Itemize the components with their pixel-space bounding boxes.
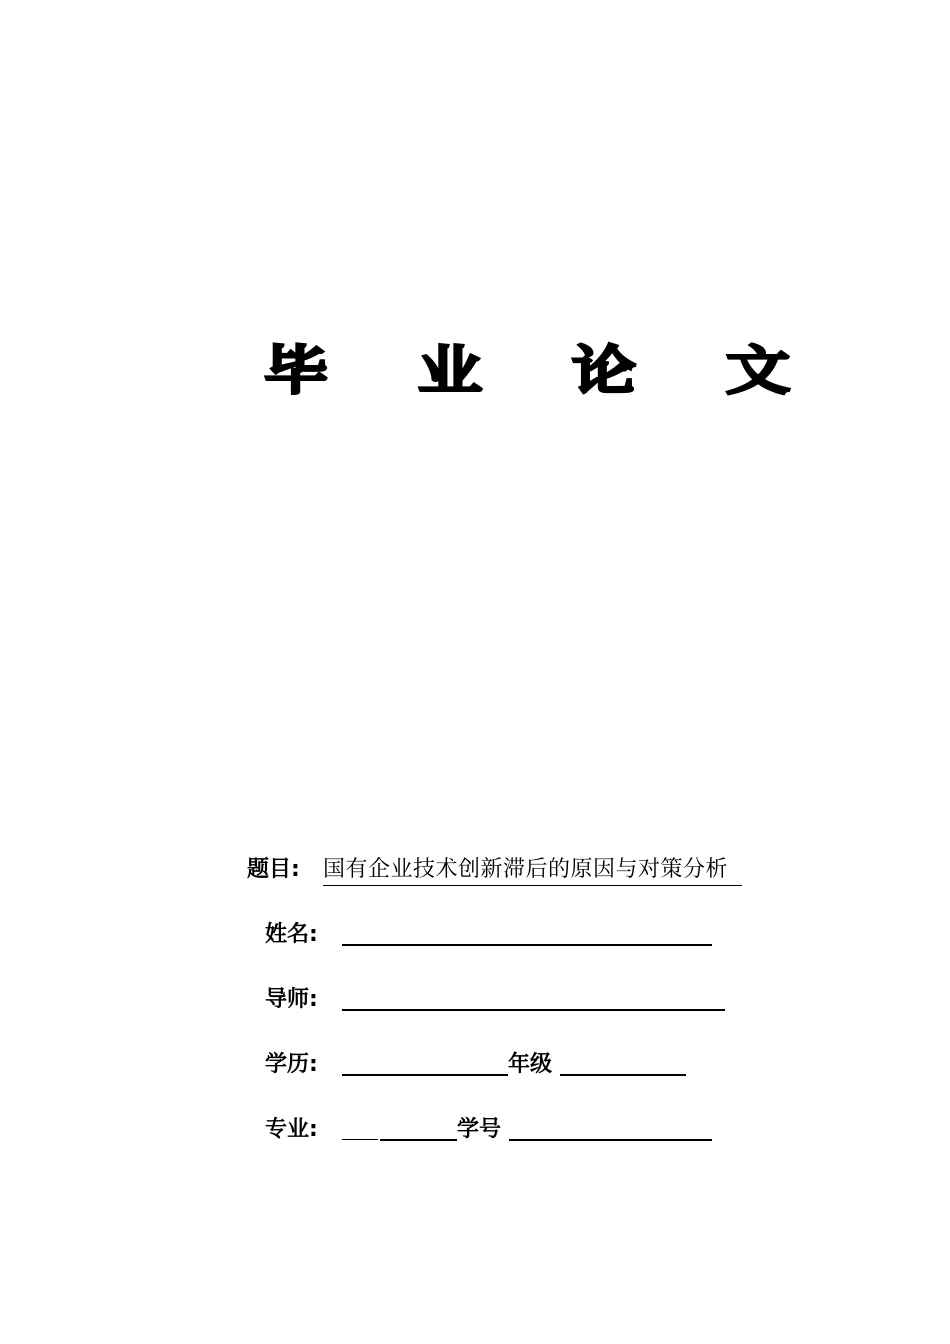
major-blank-line: [380, 1139, 457, 1141]
name-label: 姓名:: [265, 922, 318, 947]
title-char-4: 文: [726, 340, 790, 402]
grade-blank-line: [560, 1074, 686, 1076]
major-label: 专业:: [265, 1117, 318, 1142]
title-char-1: 毕: [264, 340, 328, 402]
topic-value: 国有企业技术创新滞后的原因与对策分析: [323, 855, 742, 886]
advisor-field: [265, 985, 735, 1017]
title-char-2: 业: [418, 340, 482, 402]
title-char-3: 论: [572, 340, 636, 402]
grade-label: 年级: [508, 1052, 553, 1077]
topic-field: [247, 855, 807, 887]
major-blank-line-thin: [342, 1139, 378, 1140]
topic-label: 题目:: [247, 857, 300, 882]
student-id-label: 学号: [457, 1117, 502, 1142]
major-field: [265, 1115, 725, 1147]
advisor-label: 导师:: [265, 987, 318, 1012]
education-blank-line: [342, 1074, 508, 1076]
education-label: 学历:: [265, 1052, 318, 1077]
thesis-title: [264, 330, 824, 400]
education-field: [265, 1050, 705, 1082]
name-blank-line: [342, 944, 712, 946]
advisor-blank-line: [342, 1009, 725, 1011]
student-id-blank-line: [509, 1139, 712, 1141]
name-field: [265, 920, 725, 952]
